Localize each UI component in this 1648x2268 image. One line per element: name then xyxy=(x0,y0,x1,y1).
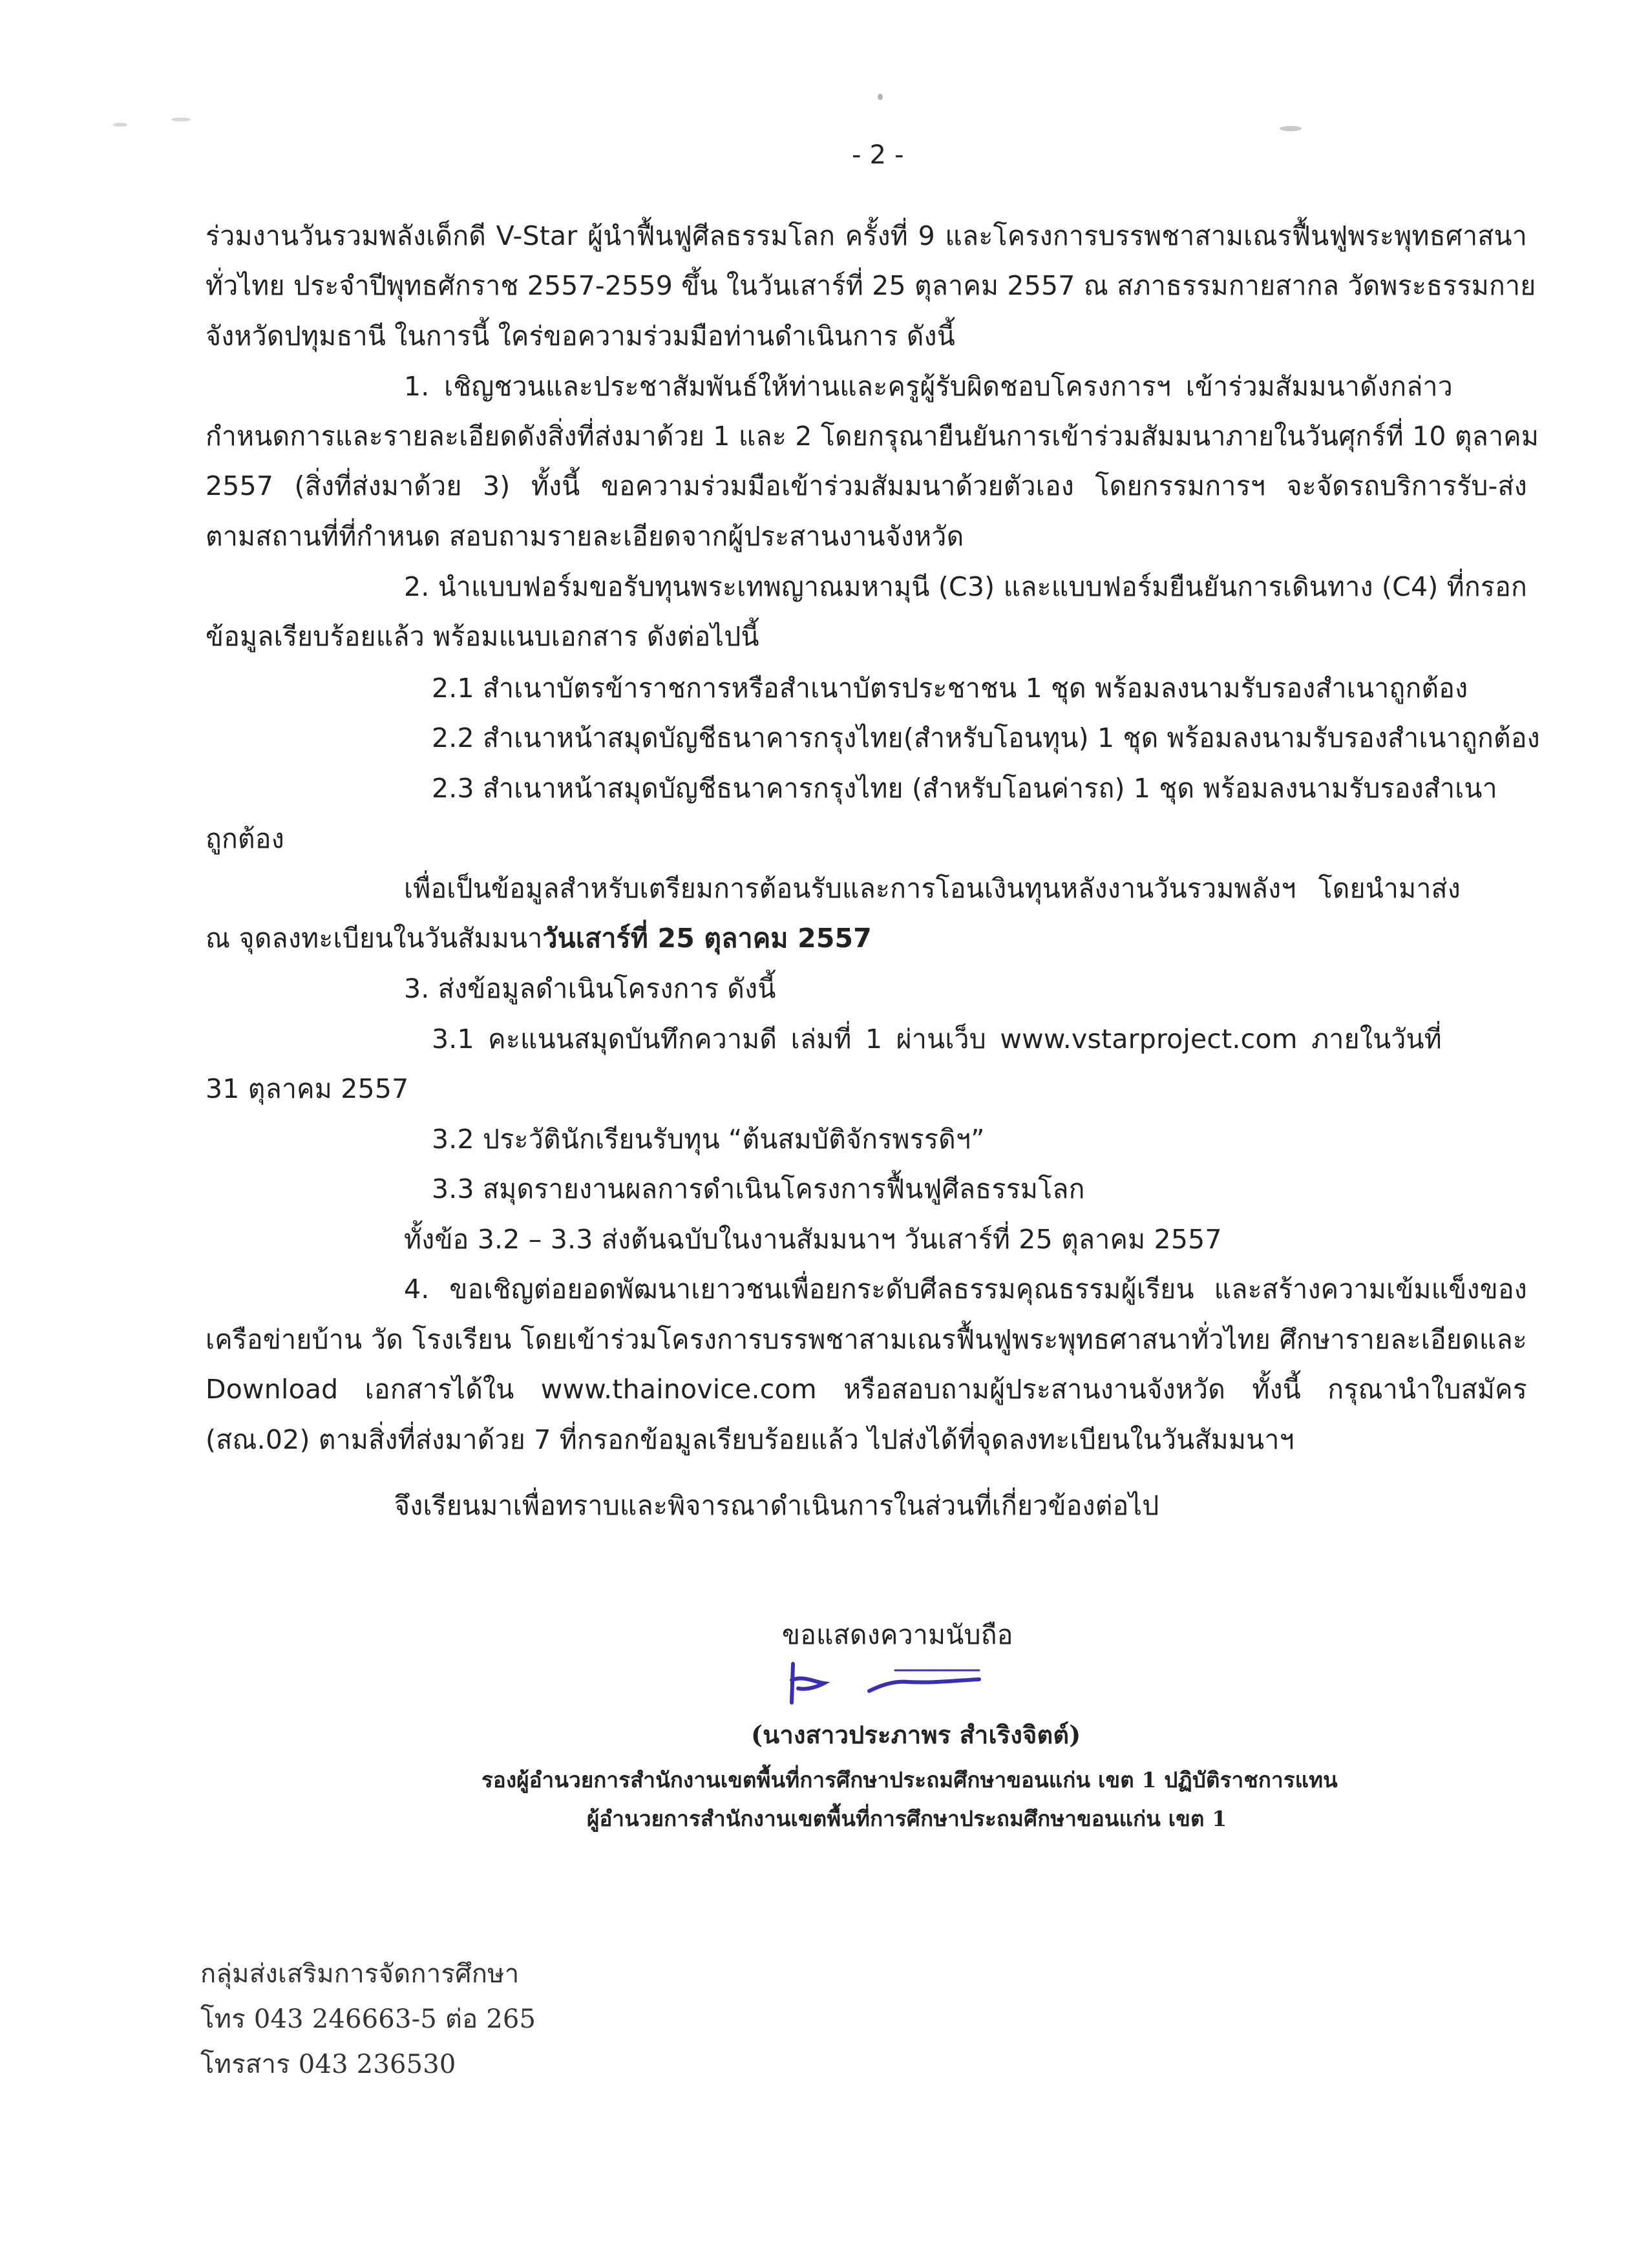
intro-line-2: ทั่วไทย ประจำปีพุทธศักราช 2557-2559 ขึ้น ในวันเสาร์ที่ 25 ตุลาคม 2557 ณ สภาธรรมกายสากล วัดพระธรรมกาย xyxy=(206,270,1536,301)
item1-line-4: ตามสถานที่ที่กำหนด สอบถามรายละเอียดจากผู้ประสานงานจังหวัด xyxy=(206,521,964,552)
purpose-line-2 xyxy=(206,919,872,958)
item4-line-4: (สณ.02) ตามสิ่งที่ส่งมาด้วย 7 ที่กรอกข้อมูลเรียบร้อยแล้ว ไปส่งได้ที่จุดลงทะเบียนในวันสัมมนาฯ xyxy=(206,1424,1294,1455)
item2-1: 2.1 สำเนาบัตรข้าราชการหรือสำเนาบัตรประชาชน 1 ชุด พร้อมลงนามรับรองสำเนาถูกต้อง xyxy=(432,673,1468,704)
scan-speck xyxy=(878,94,883,100)
intro-line-1: ร่วมงานวันรวมพลังเด็กดี V-Star ผู้นำฟื้นฟูศีลธรรมโลก ครั้งที่ 9 และโครงการบรรพชาสามเณรฟื้นฟูพระพุทธศาสนา xyxy=(206,220,1527,251)
footer-fax: โทรสาร 043 236530 xyxy=(200,2050,456,2079)
footer-phone: โทร 043 246663-5 ต่อ 265 xyxy=(200,2004,536,2034)
item2-line-2: ข้อมูลเรียบร้อยแล้ว พร้อมแนบเอกสาร ดังต่อไปนี้ xyxy=(206,621,759,652)
signatory-position-line-1: รองผู้อำนวยการสำนักงานเขตพื้นที่การศึกษาประถมศึกษาขอนแก่น เขต 1 ปฏิบัติราชการแทน xyxy=(481,1767,1338,1792)
intro-line-3: จังหวัดปทุมธานี ในการนี้ ใคร่ขอความร่วมมือท่านดำเนินการ ดังนี้ xyxy=(206,320,955,352)
item2-line-1: 2. นำแบบฟอร์มขอรับทุนพระเทพญาณมหามุนี (C3) และแบบฟอร์มยืนยันการเดินทาง (C4) ที่กรอก xyxy=(404,571,1527,602)
item1-line-3: 2557 (สิ่งที่ส่งมาด้วย 3) ทั้งนี้ ขอความร่วมมือเข้าร่วมสัมมนาด้วยตัวเอง โดยกรรมการฯ จะจัดรถบริการรับ-ส่ง xyxy=(206,470,1527,501)
closing-sentence: จึงเรียนมาเพื่อทราบและพิจารณาดำเนินการในส่วนที่เกี่ยวข้องต่อไป xyxy=(394,1490,1159,1521)
item3-2: 3.2 ประวัตินักเรียนรับทุน “ต้นสมบัติจักรพรรดิฯ” xyxy=(432,1124,985,1155)
page-number: - 2 - xyxy=(852,140,904,170)
handwritten-signature xyxy=(785,1651,1005,1722)
item4-line-1: 4. ขอเชิญต่อยอดพัฒนาเยาวชนเพื่อยกระดับศีลธรรมคุณธรรมผู้เรียน และสร้างความเข้มแข็งของ xyxy=(404,1274,1527,1305)
scan-speck xyxy=(1280,126,1302,131)
item3-1-line-1: 3.1 คะแนนสมุดบันทึกความดี เล่มที่ 1 ผ่านเว็บ www.vstarproject.com ภายในวันที่ xyxy=(432,1024,1442,1055)
signatory-position-line-2: ผู้อำนวยการสำนักงานเขตพื้นที่การศึกษาประถมศึกษาขอนแก่น เขต 1 xyxy=(587,1806,1227,1831)
footer-department: กลุ่มส่งเสริมการจัดการศึกษา xyxy=(200,1959,520,1989)
regards: ขอแสดงความนับถือ xyxy=(782,1619,1013,1650)
item3-3: 3.3 สมุดรายงานผลการดำเนินโครงการฟื้นฟูศีลธรรมโลก xyxy=(432,1173,1085,1204)
item3-1-line-2: 31 ตุลาคม 2557 xyxy=(206,1073,409,1104)
seminar-date: วันเสาร์ที่ 25 ตุลาคม 2557 xyxy=(542,923,872,954)
item4-line-2: เครือข่ายบ้าน วัด โรงเรียน โดยเข้าร่วมโครงการบรรพชาสามเณรฟื้นฟูพระพุทธศาสนาทั่วไทย ศึกษารายละเอียดและ xyxy=(206,1324,1527,1355)
item2-3-line-1: 2.3 สำเนาหน้าสมุดบัญชีธนาคารกรุงไทย (สำหรับโอนค่ารถ) 1 ชุด พร้อมลงนามรับรองสำเนา xyxy=(432,773,1497,804)
item1-line-1: 1. เชิญชวนและประชาสัมพันธ์ให้ท่านและครูผู้รับผิดชอบโครงการฯ เข้าร่วมสัมมนาดังกล่าว xyxy=(404,371,1453,402)
item1-line-2: กำหนดการและรายละเอียดดังสิ่งที่ส่งมาด้วย 1 และ 2 โดยกรุณายืนยันการเข้าร่วมสัมมนาภายในวันศุกร์ที่ 10 ตุลาคม xyxy=(206,421,1539,452)
item2-3-line-2: ถูกต้อง xyxy=(206,823,284,854)
item2-2: 2.2 สำเนาหน้าสมุดบัญชีธนาคารกรุงไทย(สำหรับโอนทุน) 1 ชุด พร้อมลงนามรับรองสำเนาถูกต้อง xyxy=(432,722,1540,753)
scan-speck xyxy=(113,123,127,127)
purpose-line-2-text: ณ จุดลงทะเบียนในวันสัมมนา xyxy=(206,923,543,954)
signatory-name: (นางสาวประภาพร สำเริงจิตต์) xyxy=(751,1720,1081,1749)
scan-speck xyxy=(171,118,191,121)
item3-note: ทั้งข้อ 3.2 – 3.3 ส่งต้นฉบับในงานสัมมนาฯ วันเสาร์ที่ 25 ตุลาคม 2557 xyxy=(404,1224,1222,1255)
item4-line-3: Download เอกสารได้ใน www.thainovice.com หรือสอบถามผู้ประสานงานจังหวัด ทั้งนี้ กรุณานำใบสมัคร xyxy=(206,1374,1527,1405)
purpose-line-1: เพื่อเป็นข้อมูลสำหรับเตรียมการต้อนรับและการโอนเงินทุนหลังงานวันรวมพลังฯ โดยนำมาส่ง xyxy=(404,873,1461,904)
item3-heading: 3. ส่งข้อมูลดำเนินโครงการ ดังนี้ xyxy=(404,973,776,1004)
